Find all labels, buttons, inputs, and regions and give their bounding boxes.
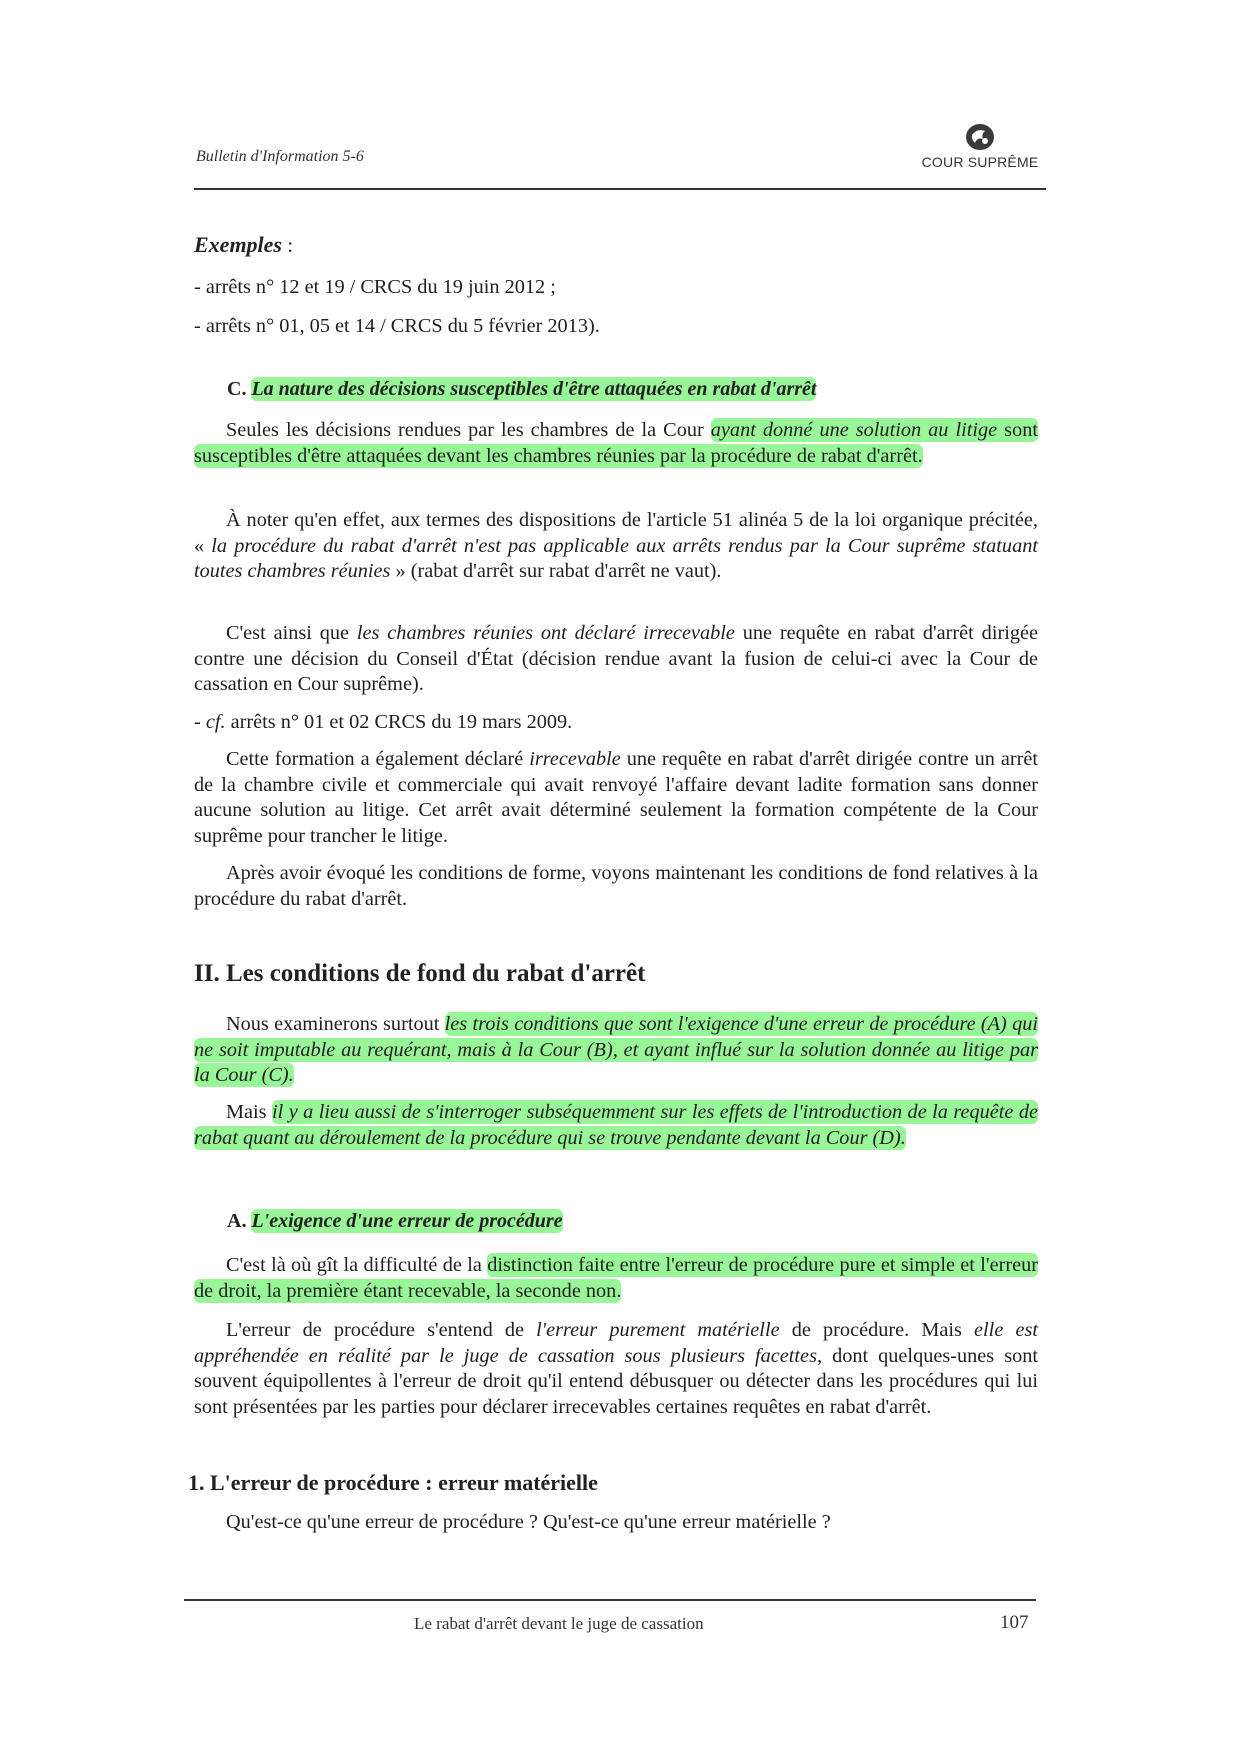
- section-c-paragraph-6: Après avoir évoqué les conditions de forme, voyons maintenant les conditions de fond relatives à la procédure du rabat d'arrêt.: [194, 862, 1038, 910]
- section-a-paragraph-2: L'erreur de procédure s'entend de l'erreur purement matérielle de procédure. Mais elle est appréhendée en réalité par le juge de cassation sous plusieurs facettes, dont quelques-unes sont souvent équipollentes à l'erreur de droit qu'il entend débusquer ou détecter dans les procédures qui lui sont présentées par les parties pour déclarer irrecevables certaines requêtes en rabat d'arrêt.: [194, 1319, 1039, 1418]
- exemple-item: - arrêts n° 12 et 19 / CRCS du 19 juin 2012 ;: [194, 276, 556, 298]
- section-c-heading: C. La nature des décisions susceptibles d'être attaquées en rabat d'arrêt: [227, 378, 817, 400]
- section-1-paragraph-1: Qu'est-ce qu'une erreur de procédure ? Qu'est-ce qu'une erreur matérielle ?: [226, 1511, 831, 1533]
- court-logo-block: [918, 122, 1042, 170]
- section-1-heading: 1. L'erreur de procédure : erreur matérielle: [188, 1470, 598, 1495]
- section-c-paragraph-5: Cette formation a également déclaré irrecevable une requête en rabat d'arrêt dirigée contre un arrêt de la chambre civile et commerciale qui avait renvoyé l'affaire devant ladite formation sans donner aucune solution au litige. Cet arrêt avait déterminé seulement la formation compétente de la Cour suprême pour trancher le litige.: [194, 748, 1039, 847]
- footer-title: Le rabat d'arrêt devant le juge de cassation: [414, 1614, 704, 1633]
- section-ii-paragraph-1: Nous examinerons surtout les trois conditions que sont l'exigence d'une erreur de procédure (A) qui ne soit imputable au requérant, mais à la Cour (B), et ayant influé sur la solution donnée au litige par la Cour (C).: [194, 1013, 1038, 1086]
- page-number: 107: [1000, 1612, 1029, 1633]
- section-ii-paragraph-2: Mais il y a lieu aussi de s'interroger subséquemment sur les effets de l'introduction de la requête de rabat quant au déroulement de la procédure qui se trouve pendante devant la Cour (D).: [194, 1101, 1038, 1149]
- exemples-heading: Exemples :: [194, 232, 294, 257]
- footer-rule: [184, 1599, 1036, 1601]
- section-c-paragraph-1: Seules les décisions rendues par les chambres de la Cour ayant donné une solution au litige sont susceptibles d'être attaquées devant les chambres réunies par la procédure de rabat d'arrêt.: [194, 419, 1038, 467]
- exemple-item: - arrêts n° 01, 05 et 14 / CRCS du 5 février 2013).: [194, 315, 600, 337]
- court-emblem-icon: [963, 122, 997, 152]
- section-c-paragraph-2: À noter qu'en effet, aux termes des dispositions de l'article 51 alinéa 5 de la loi organique précitée, « la procédure du rabat d'arrêt n'est pas applicable aux arrêts rendus par la Cour suprême statuant toutes chambres réunies » (rabat d'arrêt sur rabat d'arrêt ne vaut).: [194, 509, 1038, 582]
- section-c-paragraph-3: C'est ainsi que les chambres réunies ont déclaré irrecevable une requête en rabat d'arrêt dirigée contre une décision du Conseil d'État (décision rendue avant la fusion de celui-ci avec la Cour de cassation en Cour suprême).: [194, 622, 1038, 695]
- court-name: COUR SUPRÊME: [921, 154, 1039, 170]
- section-c-reference: - cf. arrêts n° 01 et 02 CRCS du 19 mars 2009.: [194, 711, 573, 733]
- section-ii-heading: II. Les conditions de fond du rabat d'arrêt: [194, 960, 646, 987]
- section-a-paragraph-1: C'est là où gît la difficulté de la distinction faite entre l'erreur de procédure pure et simple et l'erreur de droit, la première étant recevable, la seconde non.: [194, 1254, 1038, 1302]
- header-rule: [194, 188, 1046, 190]
- bulletin-title: Bulletin d'Information 5-6: [196, 148, 364, 165]
- section-a-heading: A. L'exigence d'une erreur de procédure: [227, 1210, 563, 1232]
